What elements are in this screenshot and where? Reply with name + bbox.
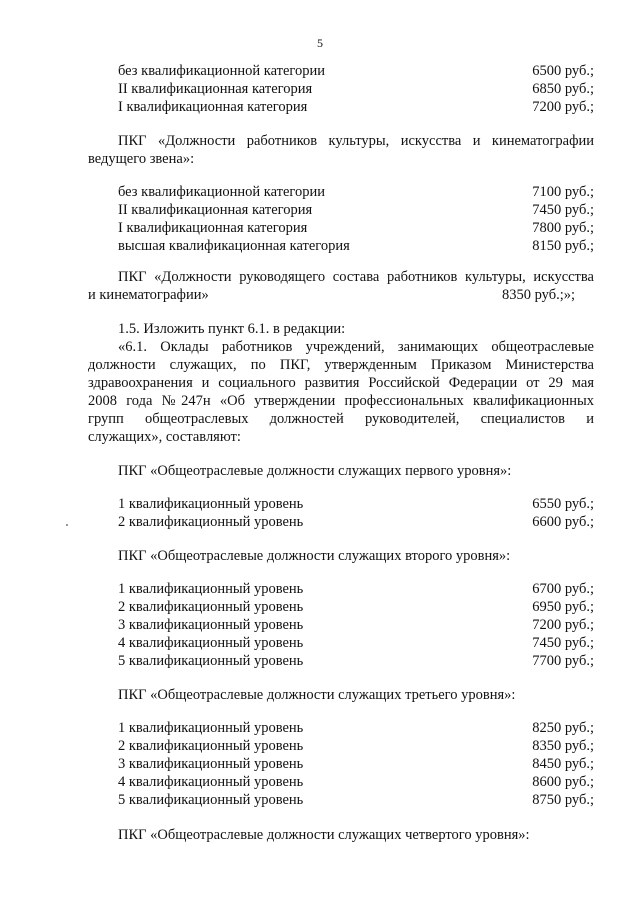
salary-row bbox=[118, 219, 594, 237]
row-value: 7450 руб.; bbox=[532, 635, 594, 651]
row-label: 3 квалификационный уровень bbox=[118, 617, 304, 633]
row-label: 4 квалификационный уровень bbox=[118, 774, 304, 790]
row-label: 5 квалификационный уровень bbox=[118, 653, 304, 669]
row-label: 3 квалификационный уровень bbox=[118, 756, 304, 772]
salary-row bbox=[118, 737, 594, 755]
paragraph-line: служащих», составляют: bbox=[88, 429, 241, 445]
group-title-line1: ПКГ «Должности работников культуры, искусства и кинематографии bbox=[118, 133, 594, 149]
row-label: I квалификационная категория bbox=[118, 220, 308, 236]
salary-row bbox=[118, 237, 594, 255]
row-label: без квалификационной категории bbox=[118, 63, 326, 79]
paragraph-line: здравоохранения и социального развития Российской Федерации от 29 мая bbox=[88, 375, 594, 391]
paragraph-line: 2008 года №247н «Об утверждении профессиональных квалификационных bbox=[88, 393, 594, 409]
salary-row bbox=[118, 616, 594, 634]
group-title-line1: ПКГ «Должности руководящего состава работников культуры, искусства bbox=[118, 269, 594, 285]
paragraph-line: групп общеотраслевых должностей руководителей, специалистов и bbox=[88, 411, 594, 427]
scan-speck bbox=[66, 524, 68, 526]
row-value: 8750 руб.; bbox=[532, 792, 594, 808]
row-label: I квалификационная категория bbox=[118, 99, 308, 115]
section-heading: 1.5. Изложить пункт 6.1. в редакции: bbox=[118, 321, 346, 337]
row-label: 2 квалификационный уровень bbox=[118, 599, 304, 615]
row-label: без квалификационной категории bbox=[118, 184, 326, 200]
row-label: II квалификационная категория bbox=[118, 202, 313, 218]
level-title: ПКГ «Общеотраслевые должности служащих четвертого уровня»: bbox=[118, 827, 530, 843]
level-title: ПКГ «Общеотраслевые должности служащих первого уровня»: bbox=[118, 463, 512, 479]
row-value: 6600 руб.; bbox=[532, 514, 594, 530]
row-value: 6950 руб.; bbox=[532, 599, 594, 615]
salary-row bbox=[118, 201, 594, 219]
salary-row bbox=[118, 183, 594, 201]
salary-row bbox=[118, 652, 594, 670]
salary-row bbox=[118, 791, 594, 809]
row-value: 7700 руб.; bbox=[532, 653, 594, 669]
row-value: 7450 руб.; bbox=[532, 202, 594, 218]
row-value: 8450 руб.; bbox=[532, 756, 594, 772]
row-label: 2 квалификационный уровень bbox=[118, 514, 304, 530]
salary-row bbox=[118, 598, 594, 616]
row-value: 8250 руб.; bbox=[532, 720, 594, 736]
level-title: ПКГ «Общеотраслевые должности служащих второго уровня»: bbox=[118, 548, 511, 564]
paragraph-line: должности служащих, по ПКГ, утвержденным Приказом Министерства bbox=[88, 357, 594, 373]
row-label: 1 квалификационный уровень bbox=[118, 581, 304, 597]
salary-row bbox=[118, 98, 594, 116]
row-value: 6550 руб.; bbox=[532, 496, 594, 512]
row-label: II квалификационная категория bbox=[118, 81, 313, 97]
page-number: 5 bbox=[317, 36, 323, 50]
salary-row bbox=[118, 773, 594, 791]
salary-row bbox=[118, 513, 594, 531]
salary-row bbox=[118, 580, 594, 598]
row-value: 6700 руб.; bbox=[532, 581, 594, 597]
salary-row bbox=[118, 634, 594, 652]
row-label: 1 квалификационный уровень bbox=[118, 496, 304, 512]
row-value: 7100 руб.; bbox=[532, 184, 594, 200]
row-label: 2 квалификационный уровень bbox=[118, 738, 304, 754]
salary-row bbox=[118, 62, 594, 80]
row-value: 6850 руб.; bbox=[532, 81, 594, 97]
row-label: высшая квалификационная категория bbox=[118, 238, 350, 254]
row-value: 8150 руб.; bbox=[532, 238, 594, 254]
row-value: 7200 руб.; bbox=[532, 617, 594, 633]
group-title-line2: и кинематографии» bbox=[88, 287, 209, 303]
level-title: ПКГ «Общеотраслевые должности служащих третьего уровня»: bbox=[118, 687, 516, 703]
row-label: 4 квалификационный уровень bbox=[118, 635, 304, 651]
salary-row bbox=[118, 719, 594, 737]
row-value: 7800 руб.; bbox=[532, 220, 594, 236]
row-label: 1 квалификационный уровень bbox=[118, 720, 304, 736]
row-value: 6500 руб.; bbox=[532, 63, 594, 79]
row-label: 5 квалификационный уровень bbox=[118, 792, 304, 808]
row-value: 8600 руб.; bbox=[532, 774, 594, 790]
paragraph-line: «6.1. Оклады работников учреждений, занимающих общеотраслевые bbox=[118, 339, 594, 355]
group-title-line2: ведущего звена»: bbox=[88, 151, 195, 167]
salary-row bbox=[118, 755, 594, 773]
row-value: 7200 руб.; bbox=[532, 99, 594, 115]
salary-row bbox=[118, 495, 594, 513]
row-value: 8350 руб.; bbox=[532, 738, 594, 754]
salary-row bbox=[118, 80, 594, 98]
group-value: 8350 руб.;»; bbox=[502, 287, 576, 303]
